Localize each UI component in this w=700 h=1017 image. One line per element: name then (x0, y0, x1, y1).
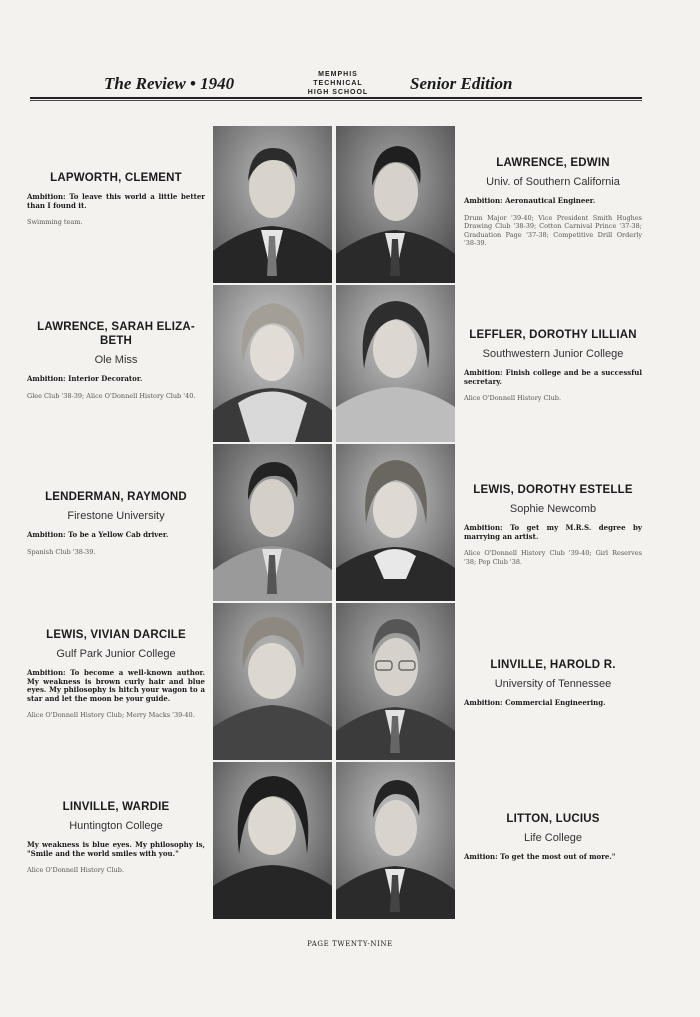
edition-title: Senior Edition (410, 74, 513, 93)
student-college: Univ. of Southern California (486, 176, 620, 188)
student-entry (464, 658, 642, 708)
student-entry (27, 320, 205, 400)
portrait-lewis-vivian-darcile (213, 603, 332, 760)
student-college: Life College (523, 832, 583, 844)
page-header (30, 66, 642, 102)
student-activities: Alice O'Donnell History Club. (464, 394, 562, 402)
student-name: LEWIS, DOROTHY ESTELLE (473, 484, 633, 496)
student-ambition: Ambition: To get my M.R.S. degree by marrying an artist. (464, 523, 642, 541)
student-entry (27, 800, 205, 875)
student-name: LINVILLE, HAROLD R. (490, 659, 616, 671)
student-entry (464, 156, 642, 248)
student-entry (464, 812, 642, 862)
student-activities: Alice O'Donnell History Club; Merry Macks '39-40. (27, 711, 195, 719)
student-entry (464, 328, 642, 403)
student-ambition: My weakness is blue eyes. My philosophy is, "Smile and the world smiles with you." (27, 840, 205, 858)
student-ambition: Ambition: Interior Decorator. (27, 374, 143, 383)
portrait-lawrence-edwin (336, 126, 455, 283)
student-college: Southwestern Junior College (482, 348, 624, 360)
student-ambition: Ambition: Finish college and be a successful secretary. (464, 368, 642, 386)
student-ambition: Ambition: To leave this world a little better than I found it. (27, 192, 205, 210)
student-name: LINVILLE, WARDIE (62, 801, 170, 813)
portrait-lenderman-raymond (213, 444, 332, 601)
student-college: Huntington College (69, 820, 163, 832)
school-line-2: TECHNICAL (313, 80, 363, 87)
school-line-1: MEMPHIS (318, 71, 358, 78)
photo-grid (213, 126, 456, 921)
student-activities: Spanish Club '38-39. (27, 547, 96, 556)
student-name: LAWRENCE, EDWIN (496, 157, 610, 169)
student-name: LAPWORTH, CLEMENT (50, 172, 182, 184)
portrait-lewis-dorothy-estelle (336, 444, 455, 601)
student-name: LENDERMAN, RAYMOND (45, 491, 187, 503)
portrait-lawrence-sarah-elizabeth (213, 285, 332, 442)
student-activities: Glee Club '38-39; Alice O'Donnell History Club '40. (27, 391, 196, 400)
student-college: Ole Miss (94, 354, 138, 366)
portrait-lapworth-clement (213, 126, 332, 283)
student-ambition: Amition: To get the most out of more." (464, 852, 616, 861)
student-college: Firestone University (67, 510, 165, 522)
student-activities: Drum Major '39-40; Vice President Smith Hughes Drawing Club '38-39; Cotton Carnival Prince '37-38; Graduation Page '37-38; Competitive Drill Orderly '38-39. (464, 213, 642, 247)
portrait-linville-wardie (213, 762, 332, 919)
student-name: LITTON, LUCIUS (506, 813, 600, 825)
student-entry (27, 628, 205, 720)
student-ambition: Ambition: Aeronautical Engineer. (464, 196, 596, 205)
student-name: LAWRENCE, SARAH ELIZA-BETH (37, 321, 195, 347)
portrait-litton-lucius (336, 762, 455, 919)
student-activities: Alice O'Donnell History Club. (27, 866, 125, 874)
portrait-linville-harold (336, 603, 455, 760)
student-activities: Swimming team. (27, 218, 83, 226)
student-ambition: Ambition: To become a well-known author. My weakness is brown curly hair and blue eyes. My philosophy is hitch your wagon to a star and let the moon be your guide. (27, 668, 205, 703)
student-college: Gulf Park Junior College (56, 648, 176, 660)
student-entry (464, 483, 642, 566)
student-ambition: Ambition: Commercial Engineering. (464, 698, 606, 707)
publication-title: The Review • 1940 (104, 74, 235, 93)
student-ambition: Ambition: To be a Yellow Cab driver. (27, 530, 169, 539)
student-name: LEWIS, VIVIAN DARCILE (46, 629, 186, 641)
student-name: LEFFLER, DOROTHY LILLIAN (469, 329, 637, 341)
student-college: University of Tennessee (494, 678, 612, 690)
student-college: Sophie Newcomb (509, 503, 597, 515)
page-number: PAGE TWENTY-NINE (307, 940, 393, 948)
header-rule (30, 97, 642, 101)
student-activities: Alice O'Donnell History Club '39-40; Girl Reserves '38; Pep Club '38. (464, 549, 642, 566)
school-name (296, 70, 380, 97)
student-entry (27, 171, 205, 227)
student-entry (27, 490, 205, 556)
portrait-leffler-dorothy-lillian (336, 285, 455, 442)
school-line-3: HIGH SCHOOL (307, 89, 369, 96)
